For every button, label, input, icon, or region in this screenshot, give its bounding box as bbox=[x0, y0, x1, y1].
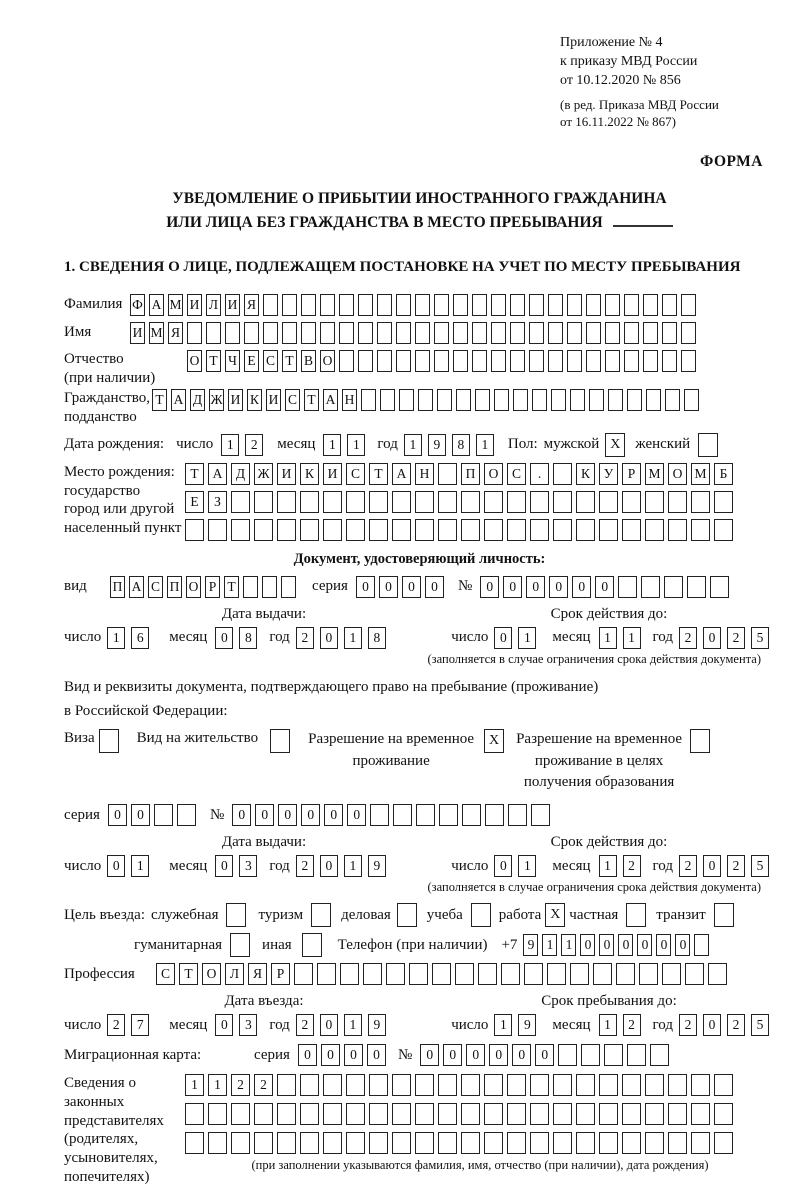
birth-place-sublabel-state: государство bbox=[64, 482, 141, 499]
entry-year-boxes[interactable]: 2 0 1 9 bbox=[296, 1014, 392, 1036]
purpose-tourism-label: туризм bbox=[258, 906, 304, 923]
appendix-line: от 10.12.2020 № 856 bbox=[560, 72, 681, 88]
identity-doc-heading: Документ, удостоверяющий личность: bbox=[293, 550, 546, 567]
month-label: месяц bbox=[169, 1016, 208, 1033]
residence-doc-intro-1: Вид и реквизиты документа, подтверждающего право на пребывание (проживание) bbox=[64, 678, 599, 695]
year-label: год bbox=[269, 1016, 290, 1033]
doc-kind-boxes[interactable]: П А С П О Р Т bbox=[110, 576, 300, 598]
male-checkbox[interactable]: X bbox=[605, 433, 625, 457]
appendix-line: Приложение № 4 bbox=[560, 35, 663, 50]
stay-day-boxes[interactable]: 1 9 bbox=[494, 1014, 542, 1036]
male-label: мужской bbox=[543, 436, 600, 453]
title-line-2: ИЛИ ЛИЦА БЕЗ ГРАЖДАНСТВА В МЕСТО ПРЕБЫВАНИЯ bbox=[166, 213, 603, 231]
birth-place-sublabel-city1: город или другой bbox=[64, 501, 175, 518]
year-label: год bbox=[269, 857, 290, 874]
purpose-business-checkbox[interactable] bbox=[397, 903, 417, 927]
visit-purpose-label: Цель въезда: bbox=[64, 906, 145, 923]
doc-kind-label: вид bbox=[64, 578, 87, 595]
patronymic-sublabel: (при наличии) bbox=[64, 369, 156, 386]
female-checkbox[interactable] bbox=[698, 433, 718, 457]
entry-month-boxes[interactable]: 0 3 bbox=[215, 1014, 263, 1036]
doc-issue-year-boxes[interactable]: 2 0 1 8 bbox=[296, 627, 392, 649]
representatives-label-2: законных bbox=[64, 1093, 125, 1110]
purpose-other-label: иная bbox=[262, 936, 292, 953]
doc-number-boxes[interactable]: 0 0 0 0 0 0 bbox=[480, 576, 733, 598]
patronymic-boxes[interactable]: О Т Ч Е С Т В О bbox=[187, 350, 700, 372]
purpose-business-label: деловая bbox=[341, 906, 391, 923]
residence-doc-intro-2: в Российской Федерации: bbox=[64, 702, 228, 719]
representatives-label-1: Сведения о bbox=[64, 1075, 136, 1092]
title-blank-underline bbox=[613, 225, 673, 227]
validity-note: (заполняется в случае ограничения срока действия документа) bbox=[427, 880, 761, 895]
representatives-label-3: представителях bbox=[64, 1112, 164, 1129]
purpose-private-label: частная bbox=[569, 906, 619, 923]
residence-number-boxes[interactable]: 0 0 0 0 0 0 bbox=[232, 804, 554, 826]
doc-valid-day-boxes[interactable]: 0 1 bbox=[494, 627, 542, 649]
name-label: Имя bbox=[64, 324, 92, 341]
issue-date-heading: Дата выдачи: bbox=[221, 605, 307, 622]
residence-valid-year-boxes[interactable]: 2 0 2 5 bbox=[679, 855, 775, 877]
residence-valid-month-boxes[interactable]: 1 2 bbox=[599, 855, 647, 877]
representatives-caption: (при заполнении указываются фамилия, имя, отчество (при наличии), дата рождения) bbox=[251, 1158, 709, 1173]
migration-series-boxes[interactable]: 0 0 0 0 bbox=[298, 1044, 390, 1066]
year-label: год bbox=[652, 629, 673, 646]
temp-permit-checkbox[interactable]: X bbox=[484, 729, 504, 753]
purpose-humanitarian-label: гуманитарная bbox=[134, 936, 223, 953]
amendment-line: от 16.11.2022 № 867) bbox=[560, 114, 677, 130]
residence-permit-checkbox[interactable] bbox=[270, 729, 290, 753]
residence-series-boxes[interactable]: 0 0 bbox=[108, 804, 200, 826]
birth-place-boxes-row2[interactable]: Е З bbox=[185, 491, 737, 513]
purpose-private-checkbox[interactable] bbox=[626, 903, 646, 927]
visa-label: Виза bbox=[64, 729, 95, 746]
birth-month-boxes[interactable]: 1 1 bbox=[323, 434, 371, 456]
representatives-label-4: (родителях, bbox=[64, 1131, 139, 1148]
purpose-transit-checkbox[interactable] bbox=[714, 903, 734, 927]
purpose-other-checkbox[interactable] bbox=[302, 933, 322, 957]
month-label: месяц bbox=[277, 436, 316, 453]
representatives-boxes-row3[interactable] bbox=[185, 1132, 775, 1154]
temp-permit-label: Разрешение на временное проживание bbox=[308, 730, 475, 769]
citizenship-boxes[interactable]: Т А Д Ж И К И С Т А Н bbox=[152, 389, 703, 411]
purpose-tourism-checkbox[interactable] bbox=[311, 903, 331, 927]
profession-label: Профессия bbox=[64, 965, 135, 982]
surname-label: Фамилия bbox=[64, 296, 123, 313]
day-label: число bbox=[176, 436, 214, 453]
birth-place-boxes-row3[interactable] bbox=[185, 519, 737, 541]
amendment-line: (в ред. Приказа МВД России bbox=[560, 96, 719, 112]
valid-until-heading: Срок действия до: bbox=[550, 834, 668, 851]
doc-issue-day-boxes[interactable]: 1 6 bbox=[107, 627, 155, 649]
entry-date-heading: Дата въезда: bbox=[224, 993, 304, 1010]
title-line-1: УВЕДОМЛЕНИЕ О ПРИБЫТИИ ИНОСТРАННОГО ГРАЖДАНИНА bbox=[172, 189, 667, 207]
purpose-official-checkbox[interactable] bbox=[226, 903, 246, 927]
birth-place-boxes-row1[interactable]: Т А Д Ж И К И С Т А Н П О С . К У Р М О М Б bbox=[185, 463, 737, 485]
representatives-boxes-row1[interactable]: 1 1 2 2 bbox=[185, 1074, 775, 1096]
purpose-study-label: учеба bbox=[426, 906, 463, 923]
doc-issue-month-boxes[interactable]: 0 8 bbox=[215, 627, 263, 649]
phone-prefix: +7 bbox=[501, 936, 518, 953]
year-label: год bbox=[377, 436, 398, 453]
name-boxes[interactable]: И М Я bbox=[130, 322, 700, 344]
appendix-reference bbox=[560, 34, 775, 131]
purpose-official-label: служебная bbox=[150, 906, 219, 923]
migration-number-label: № bbox=[397, 1046, 413, 1063]
representatives-label-6: попечителях) bbox=[64, 1168, 150, 1185]
doc-number-label: № bbox=[457, 578, 473, 595]
representatives-boxes-row2[interactable] bbox=[185, 1103, 775, 1125]
residence-number-label: № bbox=[209, 806, 225, 823]
residence-valid-day-boxes[interactable]: 0 1 bbox=[494, 855, 542, 877]
migration-card-label: Миграционная карта: bbox=[64, 1046, 202, 1063]
doc-series-boxes[interactable]: 0 0 0 0 bbox=[356, 576, 448, 598]
migration-number-boxes[interactable]: 0 0 0 0 0 0 bbox=[420, 1044, 673, 1066]
birth-day-boxes[interactable]: 1 2 bbox=[221, 434, 269, 456]
day-label: число bbox=[64, 857, 102, 874]
validity-note: (заполняется в случае ограничения срока действия документа) bbox=[427, 651, 761, 666]
doc-valid-year-boxes[interactable]: 2 0 2 5 bbox=[679, 627, 775, 649]
residence-issue-month-boxes[interactable]: 0 3 bbox=[215, 855, 263, 877]
day-label: число bbox=[451, 629, 489, 646]
stay-until-heading: Срок пребывания до: bbox=[541, 993, 677, 1010]
month-label: месяц bbox=[552, 1016, 591, 1033]
purpose-transit-label: транзит bbox=[656, 906, 706, 923]
surname-boxes[interactable]: Ф А М И Л И Я bbox=[130, 294, 700, 316]
form-marker: ФОРМА bbox=[699, 152, 763, 170]
month-label: месяц bbox=[169, 629, 208, 646]
entry-day-boxes[interactable]: 2 7 bbox=[107, 1014, 155, 1036]
appendix-line: к приказу МВД России bbox=[560, 53, 698, 69]
year-label: год bbox=[652, 1016, 673, 1033]
day-label: число bbox=[64, 1016, 102, 1033]
edu-permit-label: Разрешение на временное проживание в целях получения образования bbox=[516, 730, 683, 791]
visa-checkbox[interactable] bbox=[99, 729, 119, 753]
purpose-humanitarian-checkbox[interactable] bbox=[230, 933, 250, 957]
representatives-label-5: усыновителях, bbox=[64, 1150, 158, 1167]
citizenship-label: Гражданство, bbox=[64, 390, 151, 407]
doc-series-label: серия bbox=[312, 578, 348, 595]
birth-place-label: Место рождения: bbox=[64, 463, 175, 480]
purpose-work-checkbox[interactable]: X bbox=[545, 903, 565, 927]
residence-series-label: серия bbox=[64, 806, 100, 823]
residence-issue-day-boxes[interactable]: 0 1 bbox=[107, 855, 155, 877]
migration-series-label: серия bbox=[254, 1046, 290, 1063]
phone-boxes[interactable]: 9 1 1 0 0 0 0 0 0 bbox=[523, 934, 713, 956]
phone-label: Телефон (при наличии) bbox=[337, 936, 488, 953]
month-label: месяц bbox=[552, 857, 591, 874]
day-label: число bbox=[451, 857, 489, 874]
year-label: год bbox=[269, 629, 290, 646]
female-label: женский bbox=[635, 436, 691, 453]
profession-boxes[interactable]: С Т О Л Я Р bbox=[156, 963, 731, 985]
doc-valid-month-boxes[interactable]: 1 1 bbox=[599, 627, 647, 649]
edu-permit-checkbox[interactable] bbox=[690, 729, 710, 753]
birth-date-label: Дата рождения: bbox=[64, 436, 165, 453]
issue-date-heading: Дата выдачи: bbox=[221, 834, 307, 851]
patronymic-label: Отчество bbox=[64, 350, 124, 367]
birth-year-boxes[interactable]: 1 9 8 1 bbox=[404, 434, 500, 456]
day-label: число bbox=[451, 1016, 489, 1033]
document-title bbox=[64, 187, 775, 235]
sex-label: Пол: bbox=[507, 436, 538, 453]
stay-year-boxes[interactable]: 2 0 2 5 bbox=[679, 1014, 775, 1036]
citizenship-sublabel: подданство bbox=[64, 409, 137, 426]
purpose-work-label: работа bbox=[498, 906, 542, 923]
stay-month-boxes[interactable]: 1 2 bbox=[599, 1014, 647, 1036]
valid-until-heading: Срок действия до: bbox=[550, 605, 668, 622]
day-label: число bbox=[64, 629, 102, 646]
year-label: год bbox=[652, 857, 673, 874]
purpose-study-checkbox[interactable] bbox=[471, 903, 491, 927]
birth-place-sublabel-city2: населенный пункт bbox=[64, 520, 182, 537]
month-label: месяц bbox=[552, 629, 591, 646]
month-label: месяц bbox=[169, 857, 208, 874]
section1-heading: 1. СВЕДЕНИЯ О ЛИЦЕ, ПОДЛЕЖАЩЕМ ПОСТАНОВКЕ НА УЧЕТ ПО МЕСТУ ПРЕБЫВАНИЯ bbox=[64, 258, 741, 275]
residence-issue-year-boxes[interactable]: 2 0 1 9 bbox=[296, 855, 392, 877]
residence-permit-label: Вид на жительство bbox=[136, 729, 259, 746]
